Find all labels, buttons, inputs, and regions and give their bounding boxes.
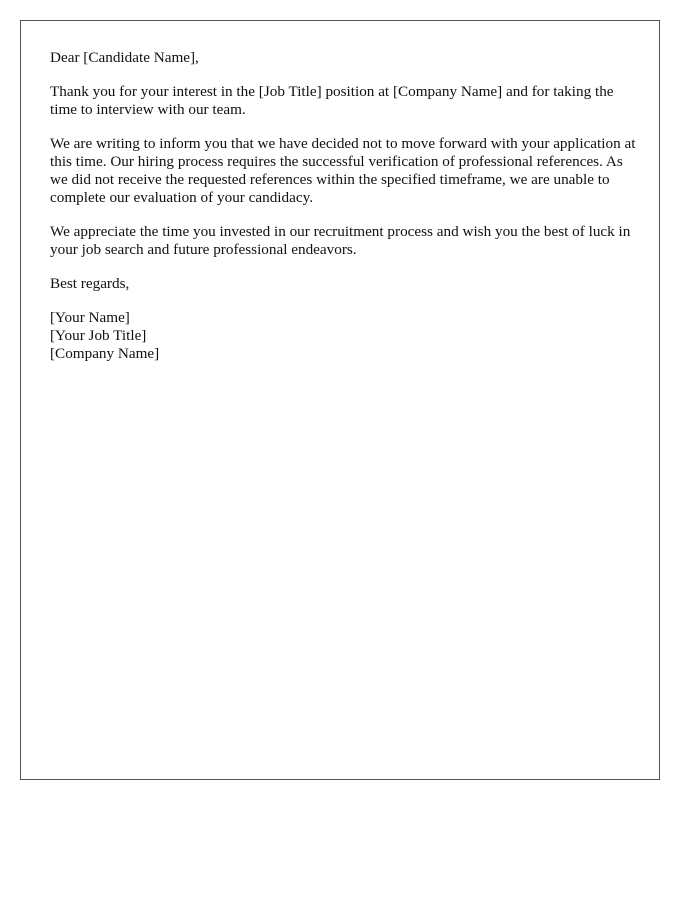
salutation: Dear [Candidate Name], bbox=[50, 49, 199, 66]
paragraph-decision: We are writing to inform you that we have decided not to move forward with your application at this time. Our hiring process requires the successful verification of professional references. As we did not receive the requested references within the specified timeframe, we are unable to complete our evaluation of your candidacy. bbox=[50, 135, 636, 206]
letter-body bbox=[50, 49, 640, 379]
signature-name: [Your Name] bbox=[50, 309, 130, 326]
closing: Best regards, bbox=[50, 275, 130, 292]
signature-block bbox=[50, 309, 640, 363]
letter-frame bbox=[20, 20, 660, 780]
paragraph-intro: Thank you for your interest in the [Job Title] position at [Company Name] and for taking the time to interview with our team. bbox=[50, 83, 614, 118]
signature-job-title: [Your Job Title] bbox=[50, 327, 147, 344]
paragraph-appreciation: We appreciate the time you invested in our recruitment process and wish you the best of luck in your job search and future professional endeavors. bbox=[50, 223, 631, 258]
signature-company: [Company Name] bbox=[50, 345, 160, 362]
